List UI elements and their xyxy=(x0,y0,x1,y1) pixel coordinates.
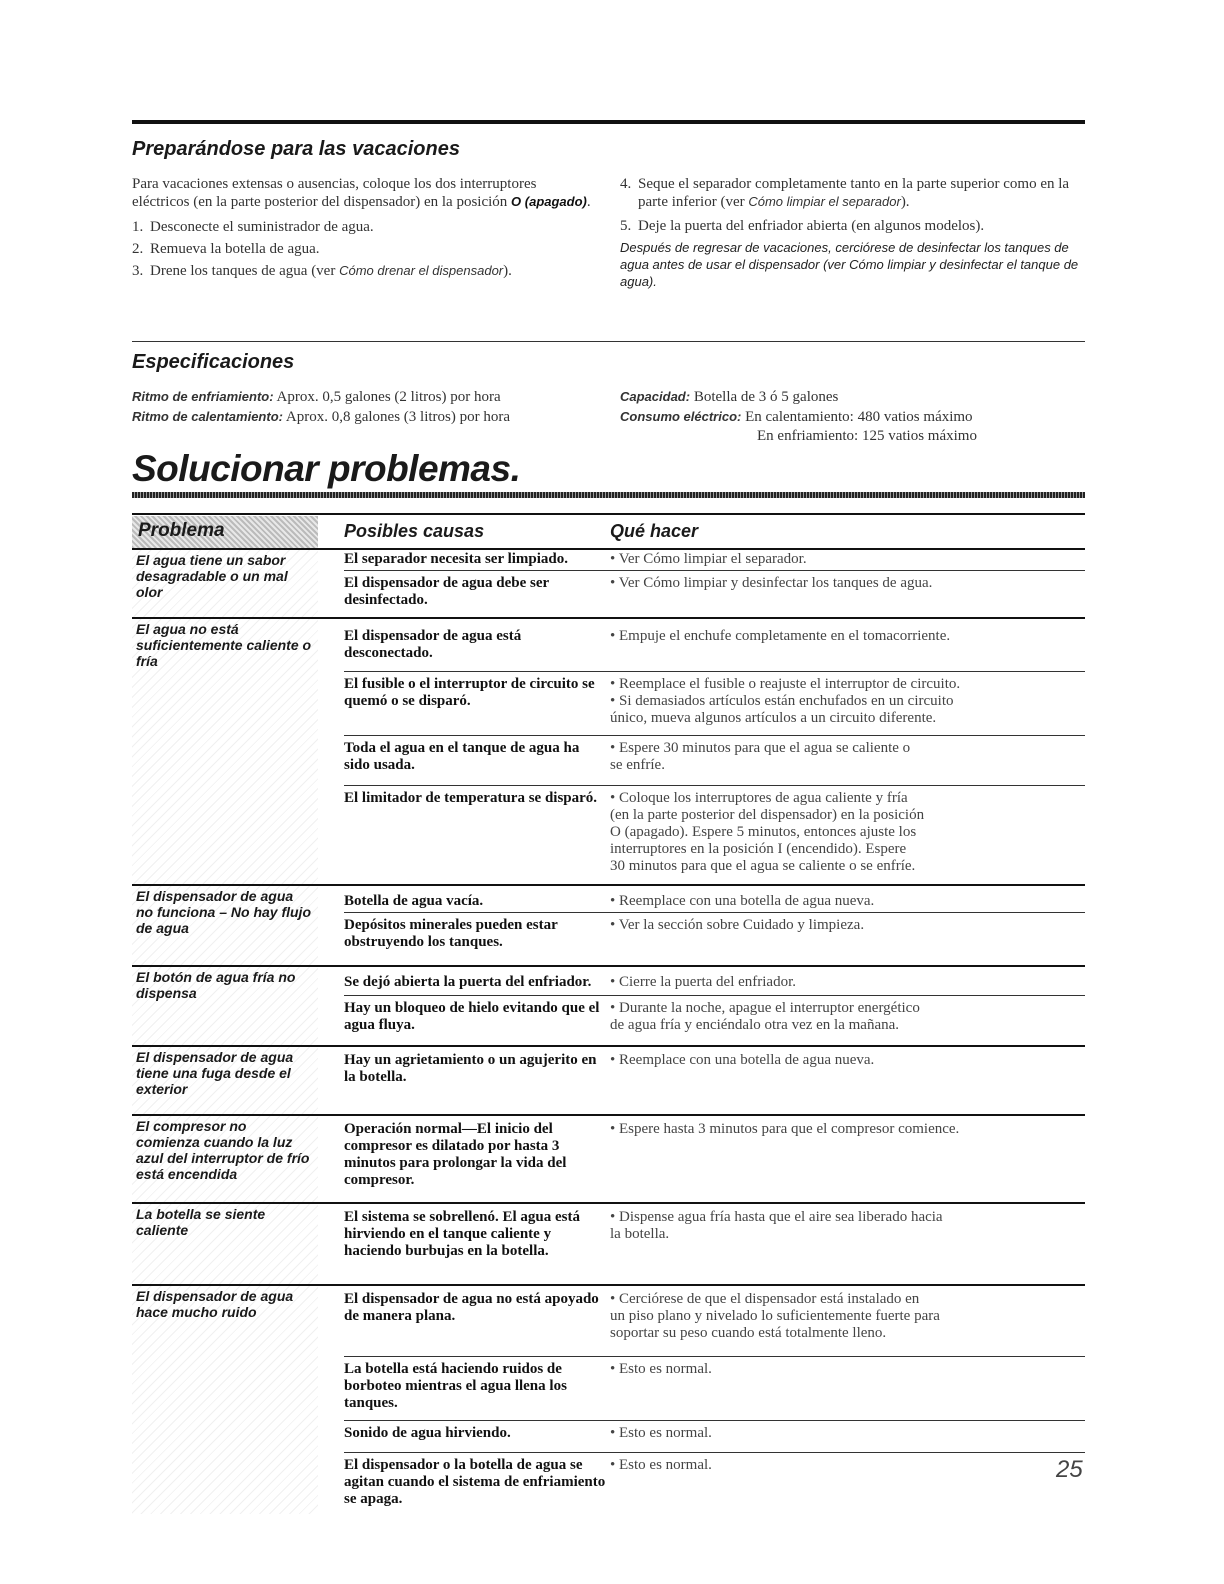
fix-text xyxy=(610,790,1080,875)
problem-cell xyxy=(132,1286,318,1514)
header-fix: Qué hacer xyxy=(610,521,699,541)
top-rule xyxy=(132,120,1085,124)
vacation-intro xyxy=(132,175,592,211)
spec-value: En calentamiento: 480 vatios máximo xyxy=(745,409,973,425)
row-rule xyxy=(344,1420,1085,1421)
row-rule xyxy=(344,1452,1085,1453)
fix-line: (en la parte posterior del dispensador) en la posición xyxy=(610,807,925,823)
table-top-rule xyxy=(132,513,1085,515)
spec-label: Ritmo de calentamiento: xyxy=(132,409,283,424)
step-number: 4. xyxy=(620,176,632,192)
spec-value: Aprox. 0,8 galones (3 litros) por hora xyxy=(285,409,511,425)
fix-line: de agua fría y enciéndalo otra vez en la mañana. xyxy=(610,1017,900,1033)
spec-label: Capacidad: xyxy=(620,389,691,404)
cause-text: El sistema se sobrellenó. El agua está hirviendo en el tanque caliente y haciendo burbujas en la botella. xyxy=(344,1209,580,1259)
row-rule xyxy=(344,1356,1085,1357)
cause-block xyxy=(344,1046,1085,1115)
fix-line: único, mueva algunos artículos a un circuito diferente. xyxy=(610,710,937,726)
row-rule xyxy=(344,570,1085,571)
step-text: Drene los tanques de agua (ver xyxy=(150,263,340,279)
cause-block xyxy=(344,1203,1085,1285)
fix-line: • Espere hasta 3 minutos para que el compresor comience. xyxy=(610,1121,960,1137)
fix-line: • Esto es normal. xyxy=(610,1457,712,1473)
fix-line: • Cierre la puerta del enfriador. xyxy=(610,974,796,990)
vacation-step-5 xyxy=(620,217,1085,235)
header-problem xyxy=(132,516,318,548)
step-end: ). xyxy=(503,263,512,279)
fix-line: • Reemplace con una botella de agua nueva. xyxy=(610,893,875,909)
step-text: Remueva la botella de agua. xyxy=(150,241,320,257)
spec-heating xyxy=(132,407,602,427)
specs-rule xyxy=(132,341,1085,342)
fix-line: • Si demasiados artículos están enchufados en un circuito xyxy=(610,693,954,709)
fix-line: • Ver la sección sobre Cuidado y limpieza. xyxy=(610,917,865,933)
row-rule xyxy=(344,912,1085,913)
fix-text xyxy=(610,1291,1080,1342)
cause-block xyxy=(344,1285,1085,1515)
cause-block xyxy=(344,966,1085,1046)
spec-value: Aprox. 0,5 galones (2 litros) por hora xyxy=(276,389,501,405)
cause-text: El limitador de temperatura se disparó. xyxy=(344,790,598,806)
header-causes: Posibles causas xyxy=(344,521,485,541)
fix-line: interruptores en la posición I (encendido). Espere xyxy=(610,841,907,857)
fix-line: 30 minutos para que el agua se caliente o se enfríe. xyxy=(610,858,916,874)
specs-section-title: Especificaciones xyxy=(132,351,295,373)
spec-label: Ritmo de enfriamiento: xyxy=(132,389,274,404)
problem-cell xyxy=(132,619,318,884)
cause-text: La botella está haciendo ruidos de borboteo mientras el agua llena los tanques. xyxy=(344,1361,567,1411)
cause-text: Hay un bloqueo de hielo evitando que el agua fluya. xyxy=(344,1000,600,1033)
spec-value: Botella de 3 ó 5 galones xyxy=(693,389,839,405)
step-text: Desconecte el suministrador de agua. xyxy=(150,219,374,235)
problem-text: El agua tiene un sabor desagradable o un mal olor xyxy=(136,552,288,600)
fix-line: • Dispense agua fría hasta que el aire sea liberado hacia xyxy=(610,1209,943,1225)
fix-line: la botella. xyxy=(610,1226,670,1242)
fix-line: un piso plano y nivelado lo suficientemente fuerte para xyxy=(610,1308,940,1324)
cause-text: Operación normal—El inicio del compresor es dilatado por hasta 3 minutos para prolongar la vida del compresor. xyxy=(344,1121,567,1188)
problem-text: El botón de agua fría no dispensa xyxy=(136,969,296,1001)
cause-text: El dispensador de agua está desconectado. xyxy=(344,628,522,661)
fix-line: • Coloque los interruptores de agua caliente y fría xyxy=(610,790,908,806)
cause-text: El dispensador de agua debe ser desinfectado. xyxy=(344,575,549,608)
problem-text: El compresor no comienza cuando la luz azul del interruptor de frío está encendida xyxy=(136,1118,310,1182)
fix-text xyxy=(610,676,1080,727)
fix-text xyxy=(610,575,1080,592)
spec-label: Consumo eléctrico: xyxy=(620,409,742,424)
step-number: 1. xyxy=(132,219,144,235)
cause-text: Hay un agrietamiento o un agujerito en la botella. xyxy=(344,1052,597,1085)
fix-text xyxy=(610,740,1080,774)
fix-line: O (apagado). Espere 5 minutos, entonces ajuste los xyxy=(610,824,917,840)
cause-text: El dispensador de agua no está apoyado de manera plana. xyxy=(344,1291,599,1324)
cause-text: Sonido de agua hirviendo. xyxy=(344,1425,511,1441)
fix-line: • Empuje el enchufe completamente en el tomacorriente. xyxy=(610,628,951,644)
vacation-section-title: Preparándose para las vacaciones xyxy=(132,138,460,160)
step-ref: Cómo limpiar el separador xyxy=(748,194,901,209)
fix-line: soportar su peso cuando está totalmente lleno. xyxy=(610,1325,887,1341)
fix-text xyxy=(610,917,1080,934)
problem-cell xyxy=(132,1047,318,1114)
fix-line: • Espere 30 minutos para que el agua se caliente o xyxy=(610,740,911,756)
fix-line: • Reemplace con una botella de agua nueva. xyxy=(610,1052,875,1068)
specs-right xyxy=(620,387,1085,446)
row-rule xyxy=(344,785,1085,786)
fix-text xyxy=(610,974,1080,991)
cause-text: Se dejó abierta la puerta del enfriador. xyxy=(344,974,592,990)
vacation-intro-off: O (apagado) xyxy=(511,194,587,209)
fix-text xyxy=(610,551,1080,568)
fix-text xyxy=(610,1209,1080,1243)
fix-text xyxy=(610,893,1080,910)
vacation-right-column xyxy=(620,175,1085,297)
header-problem-label: Problema xyxy=(138,520,225,541)
fix-line: • Durante la noche, apague el interruptor energético xyxy=(610,1000,920,1016)
fix-text xyxy=(610,628,1080,645)
cause-text: El dispensador o la botella de agua se agitan cuando el sistema de enfriamiento se apaga. xyxy=(344,1457,606,1507)
step-text: Seque el separador completamente tanto en la parte superior como en la parte inferior (ver xyxy=(638,176,1070,210)
specs-left xyxy=(132,387,602,427)
step-number: 2. xyxy=(132,241,144,257)
cause-block xyxy=(344,885,1085,966)
fix-line: • Esto es normal. xyxy=(610,1425,712,1441)
problem-cell xyxy=(132,1204,318,1284)
fix-line: se enfríe. xyxy=(610,757,665,773)
cause-text: Botella de agua vacía. xyxy=(344,893,484,909)
spec-power xyxy=(620,407,1085,427)
problem-cell xyxy=(132,1116,318,1202)
problem-text: El dispensador de agua no funciona – No hay flujo de agua xyxy=(136,888,311,936)
step-text: Deje la puerta del enfriador abierta (en algunos modelos). xyxy=(638,218,985,234)
fix-line: • Esto es normal. xyxy=(610,1361,712,1377)
step-number: 5. xyxy=(620,218,632,234)
fix-text xyxy=(610,1121,1080,1138)
problem-text: El agua no está suficientemente caliente o fría xyxy=(136,621,312,669)
problem-text: El dispensador de agua tiene una fuga desde el exterior xyxy=(136,1049,294,1097)
page-number: 25 xyxy=(1056,1456,1083,1483)
vacation-step-4 xyxy=(620,175,1085,211)
cause-text: El separador necesita ser limpiado. xyxy=(344,551,569,567)
spec-power-2: En enfriamiento: 125 vatios máximo xyxy=(757,428,977,444)
cause-block xyxy=(344,549,1085,618)
vacation-intro-end: . xyxy=(586,194,591,210)
spec-capacity xyxy=(620,387,1085,407)
row-rule xyxy=(344,735,1085,736)
step-end: ). xyxy=(900,194,910,210)
problem-text: El dispensador de agua hace mucho ruido xyxy=(136,1288,294,1320)
fix-text xyxy=(610,1052,1080,1069)
cause-block xyxy=(344,618,1085,885)
fix-line: • Ver Cómo limpiar el separador. xyxy=(610,551,807,567)
problem-text: La botella se siente caliente xyxy=(136,1206,266,1238)
problem-cell xyxy=(132,967,318,1045)
fix-line: • Reemplace el fusible o reajuste el interruptor de circuito. xyxy=(610,676,961,692)
vacation-step-2 xyxy=(132,240,592,258)
vacation-step-3 xyxy=(132,262,592,280)
fix-line: • Ver Cómo limpiar y desinfectar los tanques de agua. xyxy=(610,575,933,591)
cause-block xyxy=(344,1115,1085,1203)
problem-cell xyxy=(132,550,318,617)
fix-text xyxy=(610,1000,1080,1034)
row-rule xyxy=(344,671,1085,672)
spec-cooling xyxy=(132,387,602,407)
fix-text xyxy=(610,1457,1080,1474)
troubleshoot-title: Solucionar problemas. xyxy=(132,448,521,489)
problem-cell xyxy=(132,886,318,965)
cause-text: Depósitos minerales pueden estar obstruyendo los tanques. xyxy=(344,917,558,950)
cause-text: Toda el agua en el tanque de agua ha sido usada. xyxy=(344,740,580,773)
cause-text: El fusible o el interruptor de circuito se quemó o se disparó. xyxy=(344,676,595,709)
title-hatch-rule xyxy=(132,492,1085,498)
vacation-left-column xyxy=(132,175,592,284)
step-number: 3. xyxy=(132,263,144,279)
step-ref: Cómo drenar el dispensador xyxy=(339,263,504,278)
fix-line: • Cerciórese de que el dispensador está instalado en xyxy=(610,1291,920,1307)
vacation-intro-text: Para vacaciones extensas o ausencias, coloque los dos interruptores eléctricos (en la parte posterior del dispensador) en la posición xyxy=(132,176,537,210)
fix-text xyxy=(610,1425,1080,1442)
row-rule xyxy=(344,995,1085,996)
fix-text xyxy=(610,1361,1080,1378)
vacation-step-1 xyxy=(132,218,592,236)
vacation-return-note: Después de regresar de vacaciones, cerciórese de desinfectar los tanques de agua antes de usar el dispensador (ver Cómo limpiar y desinfectar el tanque de agua). xyxy=(620,240,1079,289)
